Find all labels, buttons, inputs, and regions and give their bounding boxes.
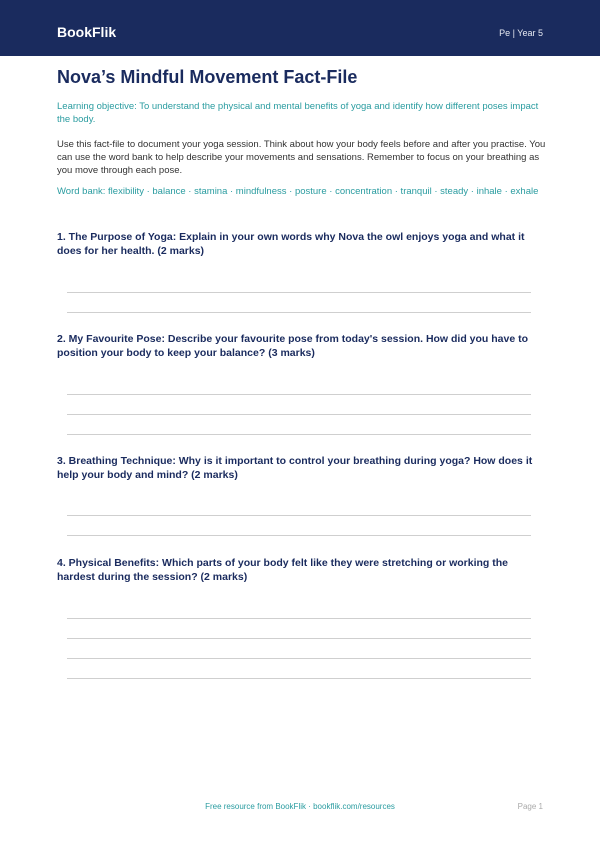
answer-line[interactable] xyxy=(67,535,531,536)
subject-year-label: Pe | Year 5 xyxy=(499,28,543,38)
answer-line[interactable] xyxy=(67,312,531,313)
question-3: 3. Breathing Technique: Why is it important to control your breathing during yoga? How does it help your body and mind? (2 marks) xyxy=(57,455,533,481)
page-header xyxy=(0,0,600,56)
intro-paragraph: Use this fact-file to document your yoga session. Think about how your body feels before and after you practise. You can use the word bank to help describe your movements and sensations. Remember to focus on your breathing as you move through each pose. xyxy=(57,139,546,176)
page-number: Page 1 xyxy=(517,802,543,811)
answer-line[interactable] xyxy=(67,414,531,415)
answer-line[interactable] xyxy=(67,638,531,639)
answer-line[interactable] xyxy=(67,678,531,679)
learning-objective: Learning objective: To understand the physical and mental benefits of yoga and identify how different poses impact the body. xyxy=(57,101,539,125)
question-1: 1. The Purpose of Yoga: Explain in your own words why Nova the owl enjoys yoga and what it does for her health. (2 marks) xyxy=(57,231,525,257)
question-2: 2. My Favourite Pose: Describe your favourite pose from today's session. How did you have to position your body to keep your balance? (3 marks) xyxy=(57,333,529,359)
answer-line[interactable] xyxy=(67,515,531,516)
brand-logo-text: BookFlik xyxy=(57,24,117,40)
answer-line[interactable] xyxy=(67,618,531,619)
question-4: 4. Physical Benefits: Which parts of your body felt like they were stretching or working the hardest during the session? (2 marks) xyxy=(57,557,509,583)
answer-line[interactable] xyxy=(67,434,531,435)
footer-credit: Free resource from BookFlik · bookflik.com/resources xyxy=(205,802,395,811)
page-title: Nova’s Mindful Movement Fact-File xyxy=(57,67,358,87)
answer-line[interactable] xyxy=(67,658,531,659)
word-bank: Word bank: flexibility · balance · stamina · mindfulness · posture · concentration · tranquil · steady · inhale · exhale xyxy=(57,186,539,197)
answer-line[interactable] xyxy=(67,394,531,395)
answer-line[interactable] xyxy=(67,292,531,293)
